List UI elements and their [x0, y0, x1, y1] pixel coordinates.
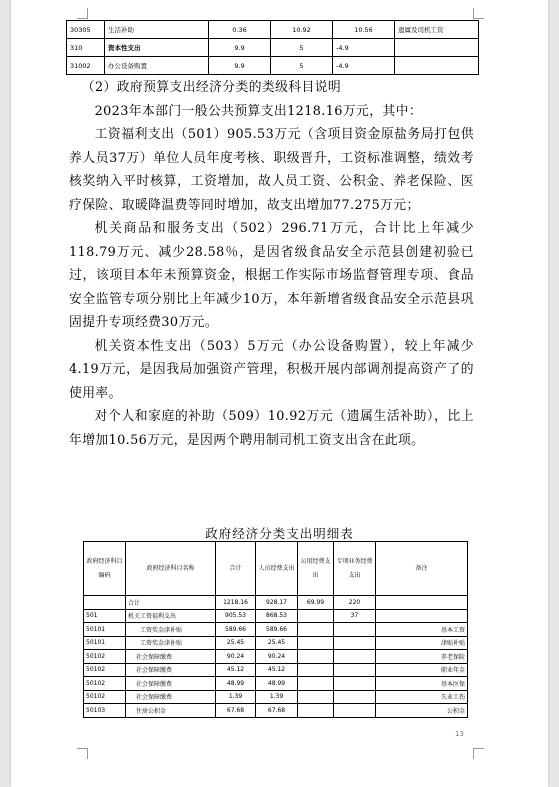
cell-name: 合计 — [126, 596, 216, 610]
cell-total: 48.99 — [216, 677, 256, 691]
cell-name: 办公设备购置 — [105, 57, 209, 75]
crop-mark-bottom-left — [77, 748, 88, 759]
table-row — [84, 663, 468, 677]
cell-name: 社会保障缴费 — [126, 690, 216, 704]
table-header-row — [84, 542, 468, 596]
paragraph: 2023年本部门一般公共预算支出1218.16万元，其中： — [94, 103, 423, 119]
cell-name: 机关工资福利支出 — [126, 609, 216, 623]
paragraph: 对个人和家庭的补助（509）10.92万元（遗属生活补助），比上年增加10.56万元，是因两个聘用制司机工资支出含在此项。 — [69, 409, 474, 448]
cell-public — [298, 677, 334, 691]
cell-public — [298, 636, 334, 650]
cell-special — [334, 663, 376, 677]
page-number: 13 — [455, 730, 464, 738]
table-row — [84, 609, 468, 623]
cell-note: 遗属及司机工资 — [395, 21, 479, 39]
cell-note: 津贴补贴 — [376, 636, 468, 650]
table-row — [84, 677, 468, 691]
cell-note: 公积金 — [376, 704, 468, 718]
cell-personnel: 90.24 — [256, 650, 298, 664]
table-row — [67, 39, 479, 57]
cell-note — [395, 57, 479, 75]
cell-special — [334, 636, 376, 650]
cell-name: 住房公积金 — [126, 704, 216, 718]
cell-public — [298, 623, 334, 637]
cell-total: 905.53 — [216, 609, 256, 623]
cell-personnel: 1.39 — [256, 690, 298, 704]
header-code: 政府经济科目编码 — [84, 542, 126, 596]
header-special: 专项业务经费支出 — [334, 542, 376, 596]
paragraph: 机关资本性支出（503）5万元（办公设备购置），较上年减少4.19万元，是因我局加强资产管理，积极开展内部调剂提高资产了的使用率。 — [69, 338, 474, 401]
cell-special — [334, 677, 376, 691]
cell-personnel: 928.17 — [256, 596, 298, 610]
cell-personnel: 67.68 — [256, 704, 298, 718]
cell-note: 基本医保 — [376, 677, 468, 691]
paragraph: 机关商品和服务支出（502）296.71万元，合计比上年减少118.79万元、减少28.58％，是因省级食品安全示范县创建初验已过，该项目本年未预算资金，根据工作实际市场监督管理专项、食品安全监管专项分别比上年减少10万，本年新增省级食品安全示范县巩固提升专项经费30万元。 — [69, 221, 474, 330]
cell-code: 50103 — [84, 704, 126, 718]
cell-value: 5 — [271, 57, 333, 75]
cell-code: 50101 — [84, 623, 126, 637]
cell-code: 31002 — [67, 57, 105, 75]
cell-value: 10.92 — [271, 21, 333, 39]
table-row — [84, 596, 468, 610]
paragraph: 工资福利支出（501）905.53万元（含项目资金原盐务局打包供养人员37万）单位人员年度考核、职级晋升，工资标准调整，绩效考核奖纳入平时核算，工资增加，故人员工资、公积金、养老保险、医疗保险、取暖降温费等同时增加，故支出增加77.275万元； — [69, 127, 474, 213]
table-title: 政府经济分类支出明细表 — [205, 526, 354, 541]
cell-name: 社会保障缴费 — [126, 677, 216, 691]
cell-public — [298, 609, 334, 623]
cell-personnel: 589.66 — [256, 623, 298, 637]
cell-code — [84, 596, 126, 610]
cell-code: 30305 — [67, 21, 105, 39]
header-public: 公用经费支出 — [298, 542, 334, 596]
cell-total: 589.66 — [216, 623, 256, 637]
cell-name: 工资奖金津补贴 — [126, 636, 216, 650]
cell-code: 50102 — [84, 650, 126, 664]
crop-mark-top-left — [77, 8, 88, 19]
cell-value: 0.36 — [209, 21, 271, 39]
table-row — [84, 704, 468, 718]
cell-note: 失业工伤 — [376, 690, 468, 704]
cell-note — [395, 39, 479, 57]
body-text — [69, 76, 474, 452]
cell-name: 社会保障缴费 — [126, 663, 216, 677]
cell-code: 50102 — [84, 663, 126, 677]
cell-special — [334, 704, 376, 718]
table-row — [84, 636, 468, 650]
cell-public — [298, 704, 334, 718]
table-row — [67, 21, 479, 39]
cell-value: -4.9 — [333, 57, 395, 75]
cell-note: 基本工资 — [376, 623, 468, 637]
header-note: 备注 — [376, 542, 468, 596]
detail-table — [83, 541, 468, 718]
section-heading: （2）政府预算支出经济分类的类级科目说明 — [81, 80, 342, 95]
cell-code: 501 — [84, 609, 126, 623]
cell-total: 25.45 — [216, 636, 256, 650]
cell-code: 50102 — [84, 690, 126, 704]
top-table — [66, 20, 479, 75]
cell-special — [334, 690, 376, 704]
header-total: 合计 — [216, 542, 256, 596]
table-row — [84, 690, 468, 704]
cell-note — [376, 609, 468, 623]
cell-value: 10.56 — [333, 21, 395, 39]
cell-code: 50101 — [84, 636, 126, 650]
cell-special — [334, 623, 376, 637]
cell-personnel: 25.45 — [256, 636, 298, 650]
cell-total: 90.24 — [216, 650, 256, 664]
cell-public — [298, 690, 334, 704]
cell-special: 37 — [334, 609, 376, 623]
cell-public: 69.99 — [298, 596, 334, 610]
cell-note: 职业年金 — [376, 663, 468, 677]
cell-note: 养老保险 — [376, 650, 468, 664]
cell-public — [298, 650, 334, 664]
cell-total: 1218.16 — [216, 596, 256, 610]
cell-name: 社会保障缴费 — [126, 650, 216, 664]
cell-personnel: 48.99 — [256, 677, 298, 691]
table-row — [67, 57, 479, 75]
cell-code: 310 — [67, 39, 105, 57]
cell-total: 45.12 — [216, 663, 256, 677]
cell-code: 50102 — [84, 677, 126, 691]
cell-note — [376, 596, 468, 610]
header-personnel: 人员经费支出 — [256, 542, 298, 596]
cell-value: 9.9 — [209, 39, 271, 57]
cell-total: 1.39 — [216, 690, 256, 704]
cell-total: 67.68 — [216, 704, 256, 718]
cell-special — [334, 650, 376, 664]
header-name: 政府经济科目名称 — [126, 542, 216, 596]
cell-public — [298, 663, 334, 677]
cell-name: 资本性支出 — [105, 39, 209, 57]
cell-name: 生活补助 — [105, 21, 209, 39]
crop-mark-top-right — [473, 8, 484, 19]
crop-mark-bottom-right — [473, 748, 484, 759]
cell-personnel: 45.12 — [256, 663, 298, 677]
cell-value: -4.9 — [333, 39, 395, 57]
cell-value: 9.9 — [209, 57, 271, 75]
table-row — [84, 650, 468, 664]
cell-value: 5 — [271, 39, 333, 57]
cell-name: 工资奖金津补贴 — [126, 623, 216, 637]
table-row — [84, 623, 468, 637]
cell-special: 220 — [334, 596, 376, 610]
cell-personnel: 868.53 — [256, 609, 298, 623]
